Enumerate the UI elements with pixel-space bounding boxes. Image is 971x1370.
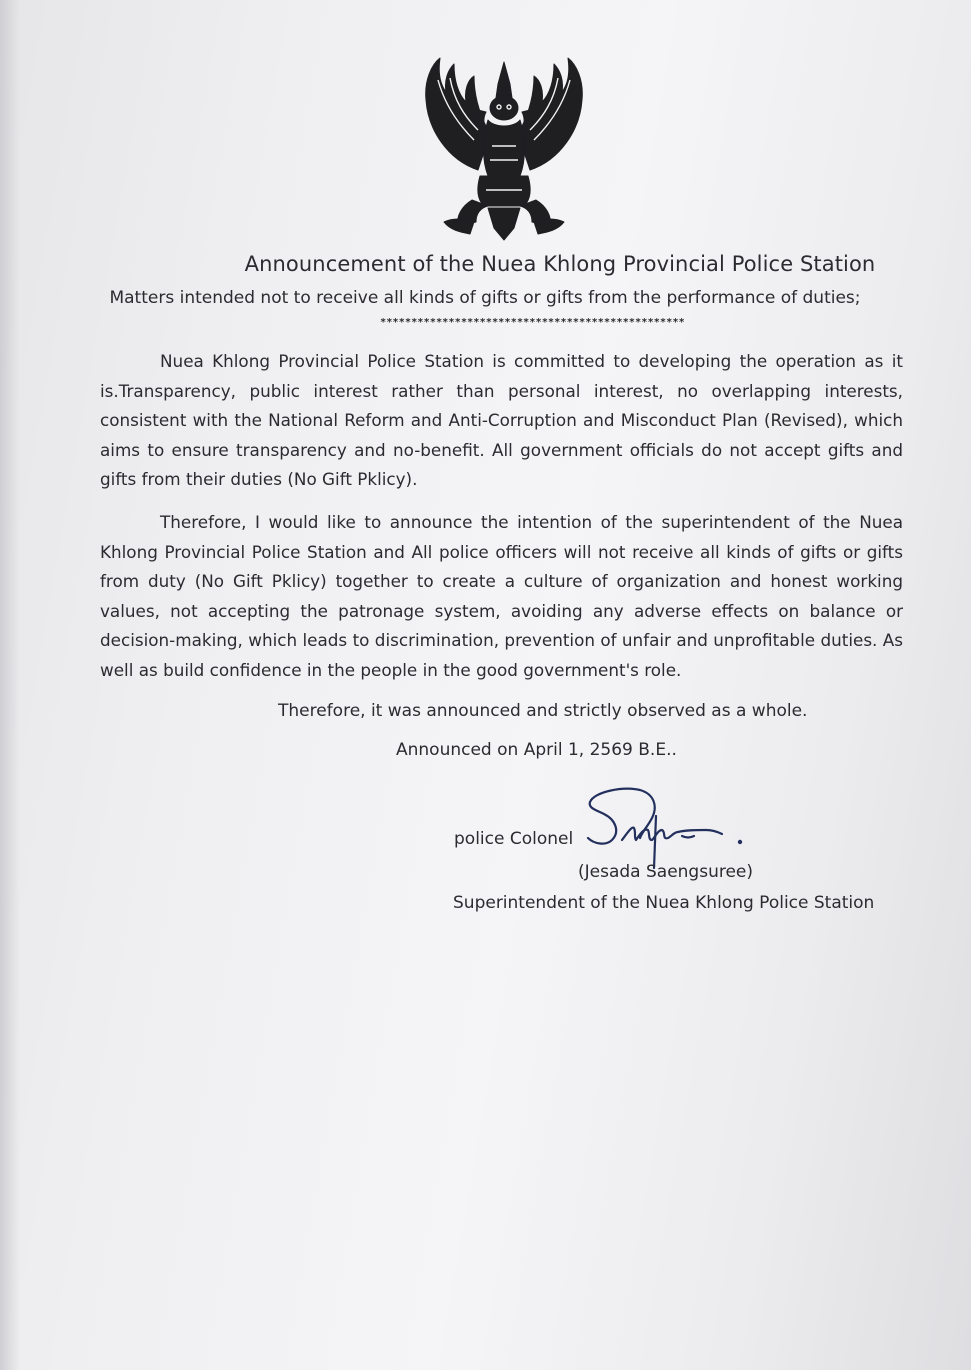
separator-line: ************************************************* <box>380 317 685 328</box>
announcement-date: Announced on April 1, 2569 B.E.. <box>396 740 677 760</box>
garuda-emblem-icon <box>418 50 590 242</box>
closing-statement: Therefore, it was announced and strictly observed as a whole. <box>278 701 808 721</box>
announcement-subtitle: Matters intended not to receive all kinds of gifts or gifts from the performance of duties; <box>109 288 861 308</box>
body-paragraph-2: Therefore, I would like to announce the intention of the superintendent of the Nuea Khlong Provincial Police Station and All police officers will not receive all kinds of gifts or gifts from duty (No Gift Pklicy) together to create a culture of organization and honest working values, not accepting the patronage system, avoiding any adverse effects on balance or decision-making, which leads to discrimination, prevention of unfair and unprofitable duties. As well as build confidence in the people in the good government's role. <box>100 512 903 680</box>
signature-mark <box>582 780 752 875</box>
body-paragraph-1: Nuea Khlong Provincial Police Station is committed to developing the operation as it is.Transparency, public interest rather than personal interest, no overlapping interests, consistent with the National Reform and Anti-Corruption and Misconduct Plan (Revised), which aims to ensure transparency and no-benefit. All government officials do not accept gifts and gifts from their duties (No Gift Pklicy). <box>100 351 903 489</box>
signatory-name: (Jesada Saengsuree) <box>578 862 754 882</box>
signatory-position: Superintendent of the Nuea Khlong Police Station <box>453 893 875 913</box>
signatory-rank: police Colonel <box>454 829 574 849</box>
announcement-title: Announcement of the Nuea Khlong Provincial Police Station <box>244 252 876 276</box>
